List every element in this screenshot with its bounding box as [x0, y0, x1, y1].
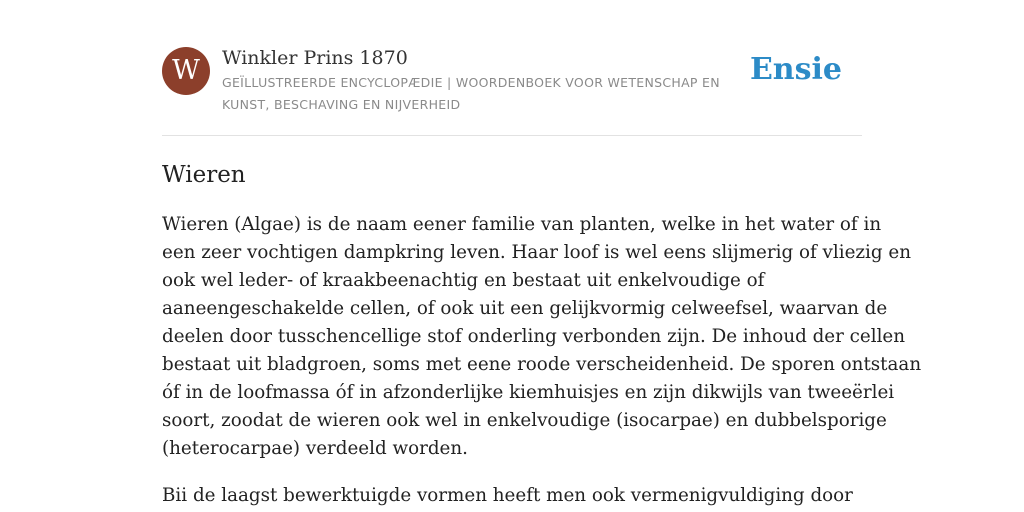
- paragraph-line: óf in de loofmassa óf in afzonderlijke kiemhuisjes en zijn dikwijls van tweeërlei: [162, 382, 895, 403]
- source-header: [162, 46, 862, 116]
- source-title[interactable]: Winkler Prins 1870: [222, 47, 408, 69]
- paragraph-line: soort, zoodat de wieren ook wel in enkelvoudige (isocarpae) en dubbelsporige: [162, 410, 887, 431]
- paragraph-line: bestaat uit bladgroen, soms met eene roode verscheidenheid. De sporen ontstaan: [162, 354, 922, 375]
- source-subtitle: [222, 72, 762, 116]
- paragraph-line: (heterocarpae) verdeeld worden.: [162, 438, 468, 459]
- article: [162, 158, 922, 510]
- paragraph-line: Wieren (Algae) is de naam eener familie van planten, welke in het water of in: [162, 214, 882, 235]
- article-paragraph: [162, 211, 922, 463]
- source-subtitle-line: GEÏLLUSTREERDE ENCYCLOPÆDIE | WOORDENBOEK VOOR WETENSCHAP EN: [222, 75, 720, 90]
- header-divider: [162, 135, 862, 136]
- paragraph-line: ook wel leder- of kraakbeenachtig en bestaat uit enkelvoudige of: [162, 270, 765, 291]
- article-paragraph: [162, 482, 862, 510]
- paragraph-line: een zeer vochtigen dampkring leven. Haar loof is wel eens slijmerig of vliezig en: [162, 242, 911, 263]
- article-title: Wieren: [162, 162, 246, 188]
- paragraph-line: deelen door tusschencellige stof onderling verbonden zijn. De inhoud der cellen: [162, 326, 906, 347]
- brand-logo[interactable]: Ensie: [749, 52, 842, 87]
- paragraph-line: aaneengeschakelde cellen, of ook uit een gelijkvormig celweefsel, waarvan de: [162, 298, 888, 319]
- source-subtitle-line: KUNST, BESCHAVING EN NIJVERHEID: [222, 97, 461, 112]
- paragraph-line: Bii de laagst bewerktuigde vormen heeft men ook vermenigvuldiging door: [162, 485, 853, 506]
- source-info: [222, 46, 762, 116]
- source-avatar[interactable]: W: [162, 47, 210, 95]
